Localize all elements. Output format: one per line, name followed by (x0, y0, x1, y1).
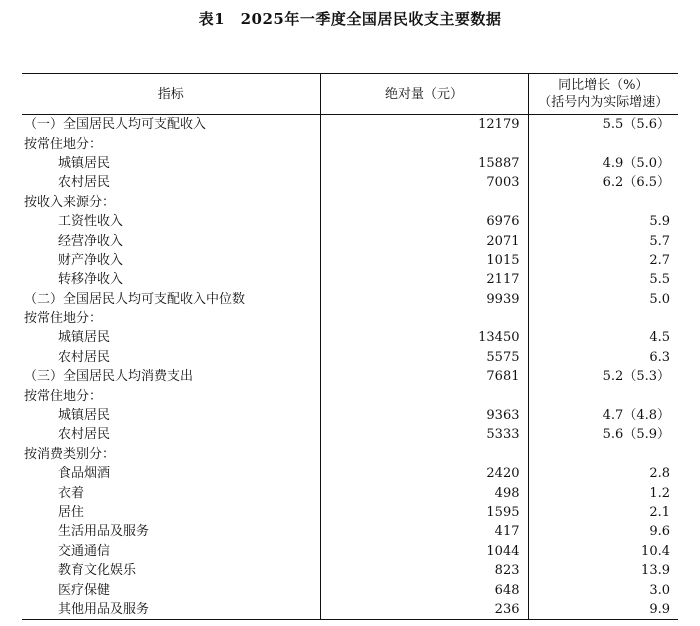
row-growth-value: 5.2（5.3） (528, 367, 678, 386)
header-growth (528, 74, 678, 115)
table-row (22, 193, 678, 212)
row-growth-value: 1.2 (528, 483, 678, 502)
row-absolute-value: 7681 (320, 367, 528, 386)
row-label: 交通通信 (58, 543, 111, 559)
header-indicator: 指标 (22, 74, 320, 115)
row-absolute-value: 417 (320, 522, 528, 541)
row-growth-value: 3.0 (528, 580, 678, 599)
row-growth-value: 5.6（5.9） (528, 425, 678, 444)
row-label: 按消费类别分： (24, 446, 116, 462)
row-absolute-value: 2117 (320, 270, 528, 289)
row-growth-value (528, 386, 678, 405)
row-growth-value: 5.5（5.6） (528, 115, 678, 135)
row-growth-value (528, 134, 678, 153)
row-growth-value: 2.8 (528, 464, 678, 483)
header-absolute: 绝对量（元） (320, 74, 528, 115)
table-row (22, 561, 678, 580)
row-label: 衣着 (58, 485, 85, 501)
row-growth-value: 5.9 (528, 212, 678, 231)
header-growth-line1: 同比增长（%） (558, 78, 649, 93)
table-row (22, 212, 678, 231)
row-label: 按常住地分： (24, 311, 103, 327)
row-label: （一）全国居民人均可支配收入 (24, 117, 207, 133)
row-growth-value: 10.4 (528, 542, 678, 561)
table-row (22, 386, 678, 405)
table-row (22, 580, 678, 599)
row-label: 按常住地分： (24, 136, 103, 152)
row-absolute-value: 498 (320, 483, 528, 502)
row-absolute-value: 15887 (320, 154, 528, 173)
table-row (22, 309, 678, 328)
row-absolute-value: 6976 (320, 212, 528, 231)
row-label: 农村居民 (58, 427, 111, 443)
row-absolute-value: 823 (320, 561, 528, 580)
table-row (22, 483, 678, 502)
row-label: 城镇居民 (58, 408, 111, 424)
row-absolute-value: 5575 (320, 348, 528, 367)
row-growth-value: 2.1 (528, 503, 678, 522)
row-growth-value: 6.2（6.5） (528, 173, 678, 192)
row-growth-value (528, 445, 678, 464)
table-row (22, 270, 678, 289)
row-absolute-value: 7003 (320, 173, 528, 192)
table-header-row (22, 74, 678, 115)
row-absolute-value: 12179 (320, 115, 528, 135)
table-row (22, 173, 678, 192)
row-absolute-value: 1595 (320, 503, 528, 522)
row-label: 财产净收入 (58, 252, 124, 268)
row-absolute-value (320, 134, 528, 153)
row-growth-value: 5.7 (528, 231, 678, 250)
row-label: （二）全国居民人均可支配收入中位数 (24, 291, 246, 307)
row-label: 工资性收入 (58, 214, 124, 230)
row-growth-value: 4.5 (528, 328, 678, 347)
row-growth-value: 5.0 (528, 290, 678, 309)
table-row (22, 445, 678, 464)
row-label: 食品烟酒 (58, 466, 111, 482)
table-row (22, 115, 678, 135)
row-growth-value: 5.5 (528, 270, 678, 289)
table-row (22, 503, 678, 522)
row-label: 其他用品及服务 (22, 600, 320, 620)
table-row (22, 290, 678, 309)
row-growth-value: 13.9 (528, 561, 678, 580)
row-growth-value: 4.7（4.8） (528, 406, 678, 425)
table-row (22, 600, 678, 620)
header-growth-line2: （括号内为实际增速） (538, 95, 669, 110)
row-growth-value (528, 193, 678, 212)
table-row (22, 425, 678, 444)
row-label: 农村居民 (58, 175, 111, 191)
row-absolute-value: 9363 (320, 406, 528, 425)
row-absolute-value (320, 309, 528, 328)
table-title: 表1 2025年一季度全国居民收支主要数据 (198, 10, 502, 28)
table-row (22, 367, 678, 386)
row-absolute-value: 1044 (320, 542, 528, 561)
row-label: 按收入来源分： (24, 194, 116, 210)
row-absolute-value: 2071 (320, 231, 528, 250)
row-absolute-value: 236 (320, 600, 528, 620)
row-absolute-value (320, 386, 528, 405)
row-absolute-value: 5333 (320, 425, 528, 444)
row-absolute-value: 9939 (320, 290, 528, 309)
row-growth-value: 6.3 (528, 348, 678, 367)
row-label: 教育文化娱乐 (58, 563, 137, 579)
row-label: 按常住地分： (24, 388, 103, 404)
row-label: 经营净收入 (58, 233, 124, 249)
row-growth-value: 9.6 (528, 522, 678, 541)
table-row (22, 464, 678, 483)
row-label: 医疗保健 (58, 582, 111, 598)
row-absolute-value: 13450 (320, 328, 528, 347)
row-absolute-value: 648 (320, 580, 528, 599)
row-label: 城镇居民 (58, 330, 111, 346)
row-growth-value: 9.9 (528, 600, 678, 620)
row-label: 转移净收入 (58, 272, 124, 288)
table-row (22, 542, 678, 561)
table-row (22, 134, 678, 153)
row-absolute-value (320, 193, 528, 212)
table-row (22, 522, 678, 541)
row-growth-value: 2.7 (528, 251, 678, 270)
row-growth-value (528, 309, 678, 328)
row-absolute-value: 1015 (320, 251, 528, 270)
row-label: 城镇居民 (58, 155, 111, 171)
row-absolute-value: 2420 (320, 464, 528, 483)
row-label: 生活用品及服务 (58, 524, 150, 540)
income-expenditure-table (22, 73, 678, 620)
table-row (22, 251, 678, 270)
table-row (22, 406, 678, 425)
row-label: 农村居民 (58, 349, 111, 365)
row-growth-value: 4.9（5.0） (528, 154, 678, 173)
table-row (22, 328, 678, 347)
table-row (22, 348, 678, 367)
row-label: 居住 (58, 505, 85, 520)
row-label: （三）全国居民人均消费支出 (24, 369, 194, 385)
table-row (22, 154, 678, 173)
table-body (22, 115, 678, 620)
table-row (22, 231, 678, 250)
row-absolute-value (320, 445, 528, 464)
